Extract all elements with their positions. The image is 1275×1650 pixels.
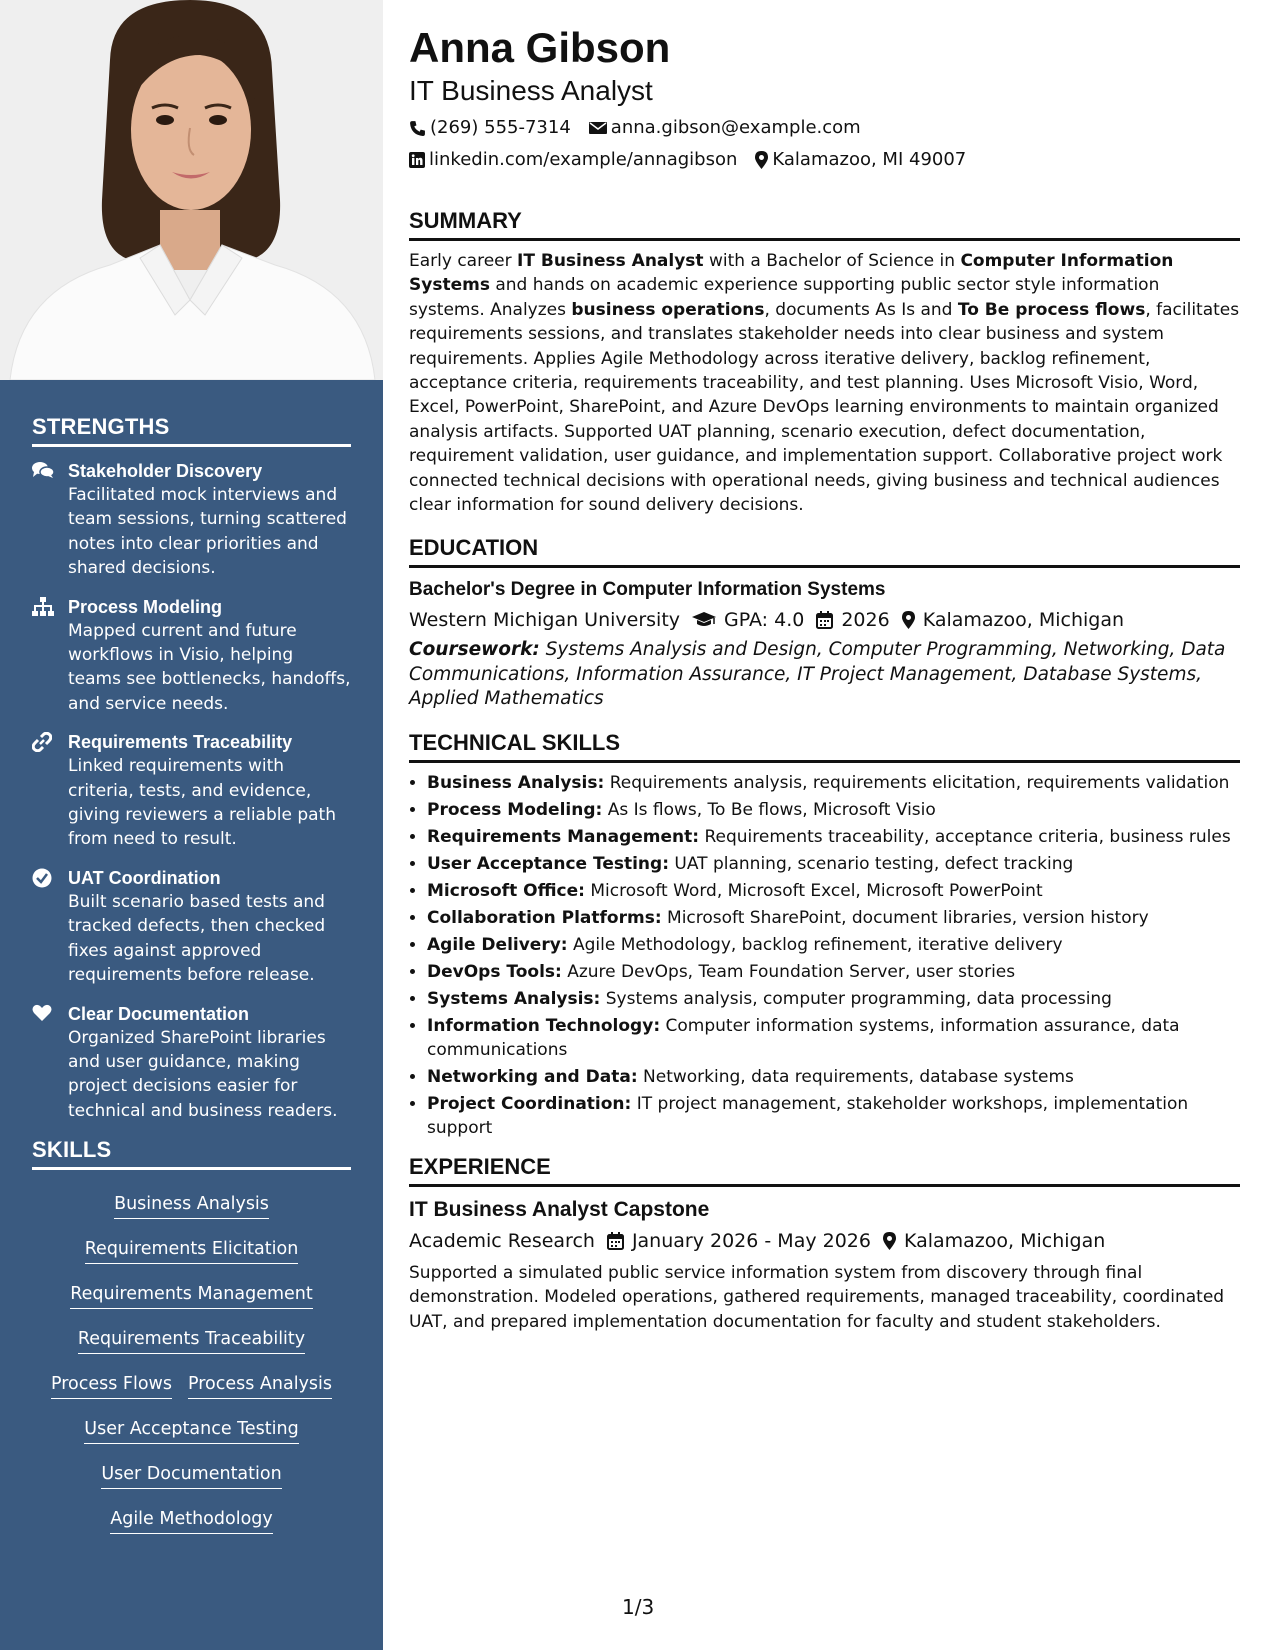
- phone-icon: [409, 120, 426, 137]
- graduation-year: 2026: [841, 609, 890, 632]
- linkedin-link[interactable]: linkedin.com/example/annagibson: [429, 149, 738, 170]
- strength-title: Clear Documentation: [68, 1003, 250, 1024]
- skills-list: [32, 1182, 351, 1542]
- strength-title: UAT Coordination: [68, 867, 221, 888]
- strength-item: [32, 866, 351, 988]
- summary-text: [409, 249, 1240, 517]
- strength-desc: Linked requirements with criteria, tests, and evidence, giving reviewers a reliable path from need to result.: [68, 756, 336, 850]
- summary-keyword: Computer Information Systems: [409, 251, 1174, 296]
- list-item: • Process Modeling: As Is flows, To Be flows, Microsoft Visio: [427, 798, 1240, 822]
- list-item: • Project Coordination: IT project management, stakeholder workshops, implementation support: [427, 1092, 1240, 1140]
- profile-photo: [0, 0, 383, 380]
- list-item: • Requirements Management: Requirements traceability, acceptance criteria, business rules: [427, 825, 1240, 849]
- list-item: • User Acceptance Testing: UAT planning, scenario testing, defect tracking: [427, 852, 1240, 876]
- strength-item: [32, 595, 351, 717]
- experience-meta: [409, 1225, 1240, 1257]
- graduation-cap-icon: [692, 612, 716, 628]
- summary-keyword: business operations: [571, 299, 765, 320]
- skill-tag: Process Flows: [51, 1373, 172, 1399]
- experience-location: Kalamazoo, Michigan: [903, 1229, 1106, 1252]
- experience-desc: Supported a simulated public service information system from discovery through final demonstration. Modeled operations, gathered requirements, managed traceability, coordinated UAT, and prepared implementation documentation for faculty and student stakeholders.: [409, 1262, 1225, 1332]
- strength-item: [32, 730, 351, 852]
- strength-desc: Organized SharePoint libraries and user guidance, making project decisions easier for technical and business readers.: [68, 1027, 338, 1121]
- summary-fragment: with a Bachelor of Science in: [703, 251, 961, 271]
- job-title: IT Business Analyst: [409, 75, 653, 106]
- summary-fragment: and hands on academic experience supporting public sector style information systems. Analyzes: [409, 275, 1160, 320]
- summary-keyword: To Be process flows: [957, 299, 1146, 320]
- skill-tag: Process Analysis: [188, 1373, 332, 1399]
- link-icon: [32, 732, 52, 752]
- summary-fragment: Early career: [409, 251, 518, 271]
- gpa-text: GPA: 4.0: [724, 609, 805, 632]
- list-item: • Microsoft Office: Microsoft Word, Microsoft Excel, Microsoft PowerPoint: [427, 879, 1240, 903]
- map-marker-icon: [883, 1232, 896, 1250]
- skill-tag: Agile Methodology: [110, 1508, 273, 1534]
- envelope-icon: [589, 121, 607, 135]
- sidebar: [0, 0, 383, 1650]
- portrait-illustration: [0, 0, 383, 380]
- list-item: • DevOps Tools: Azure DevOps, Team Foundation Server, user stories: [427, 960, 1240, 984]
- education-location: Kalamazoo, Michigan: [922, 609, 1125, 632]
- coursework-list: Systems Analysis and Design, Computer Programming, Networking, Data Communications, Information Assurance, IT Project Management, Database Systems, Applied Mathematics: [409, 639, 1226, 710]
- skill-tag: User Acceptance Testing: [84, 1418, 298, 1444]
- calendar-icon: [607, 1232, 624, 1250]
- contact-row: [409, 112, 1240, 144]
- technical-skills-list: [409, 771, 1240, 1140]
- skill-tag: Requirements Traceability: [78, 1328, 305, 1354]
- main-content: [409, 22, 1240, 1334]
- strength-title: Stakeholder Discovery: [68, 461, 263, 481]
- map-marker-icon: [902, 611, 915, 629]
- calendar-icon: [816, 611, 833, 629]
- linkedin-icon: [409, 152, 425, 168]
- sidebar-content: [32, 400, 351, 1542]
- summary-keyword: IT Business Analyst: [517, 251, 704, 271]
- summary-fragment: , facilitates requirements sessions, and translates stakeholder needs into clear business and system requirements. Applies Agile Methodology across iterative delivery, backlog refinement, acceptance criteria, requirements traceability, and test planning. Uses Microsoft Visio, Word, Excel, PowerPoint, SharePoint, and Azure DevOps learning environments to maintain organized analysis artifacts. Supported UAT planning, scenario execution, defect documentation, requirement validation, user guidance, and implementation support. Collaborative project work connected technical decisions with operational needs, giving business and technical audiences clear information for sound delivery decisions.: [409, 299, 1240, 516]
- coursework: [409, 638, 1240, 711]
- summary-heading: SUMMARY: [409, 208, 1240, 241]
- list-item: • Business Analysis: Requirements analysis, requirements elicitation, requirements validation: [427, 771, 1240, 795]
- list-item: • Agile Delivery: Agile Methodology, backlog refinement, iterative delivery: [427, 933, 1240, 957]
- strength-item: [32, 1002, 351, 1124]
- strength-item: [32, 459, 351, 581]
- list-item: • Systems Analysis: Systems analysis, computer programming, data processing: [427, 987, 1240, 1011]
- education-meta: [409, 604, 1240, 636]
- degree-title: Bachelor's Degree in Computer Information Systems: [409, 579, 886, 601]
- strength-desc: Facilitated mock interviews and team sessions, turning scattered notes into clear priorities and shared decisions.: [68, 485, 347, 579]
- summary-fragment: , documents As Is and: [764, 299, 958, 320]
- coursework-label: Coursework:: [409, 639, 540, 661]
- comments-icon: [32, 461, 54, 479]
- skill-tag: Requirements Elicitation: [85, 1238, 299, 1264]
- page-number: 1/3: [622, 1595, 655, 1619]
- education-heading: EDUCATION: [409, 535, 1240, 568]
- technical-skills-heading: TECHNICAL SKILLS: [409, 730, 1240, 763]
- experience-heading: EXPERIENCE: [409, 1154, 1240, 1187]
- skill-tag: Business Analysis: [114, 1193, 269, 1219]
- check-circle-icon: [32, 868, 52, 888]
- strength-desc: Built scenario based tests and tracked defects, then checked fixes against approved requirements before release.: [68, 891, 326, 986]
- candidate-name: Anna Gibson: [409, 24, 671, 71]
- strengths-heading: STRENGTHS: [32, 414, 351, 447]
- list-item: • Networking and Data: Networking, data requirements, database systems: [427, 1065, 1240, 1089]
- contact-row: [409, 144, 1240, 176]
- email-link[interactable]: anna.gibson@example.com: [610, 117, 861, 138]
- experience-org: Academic Research: [409, 1229, 595, 1252]
- list-item: • Information Technology: Computer information systems, information assurance, data communications: [427, 1014, 1240, 1062]
- phone-link[interactable]: (269) 555-7314: [430, 117, 571, 138]
- strength-title: Process Modeling: [68, 596, 223, 617]
- sitemap-icon: [32, 597, 54, 617]
- location-text: Kalamazoo, MI 49007: [772, 149, 967, 170]
- strength-desc: Mapped current and future workflows in Visio, helping teams see bottlenecks, handoffs, and service needs.: [68, 620, 351, 714]
- experience-title: IT Business Analyst Capstone: [409, 1197, 710, 1221]
- list-item: • Collaboration Platforms: Microsoft SharePoint, document libraries, version history: [427, 906, 1240, 930]
- skill-tag: User Documentation: [101, 1463, 281, 1489]
- skills-heading: SKILLS: [32, 1137, 351, 1170]
- strength-title: Requirements Traceability: [68, 732, 293, 753]
- experience-dates: January 2026 - May 2026: [631, 1229, 871, 1252]
- skill-tag: Requirements Management: [70, 1283, 313, 1309]
- map-marker-icon: [755, 151, 768, 169]
- school-name: Western Michigan University: [409, 609, 681, 632]
- heart-icon: [32, 1004, 52, 1022]
